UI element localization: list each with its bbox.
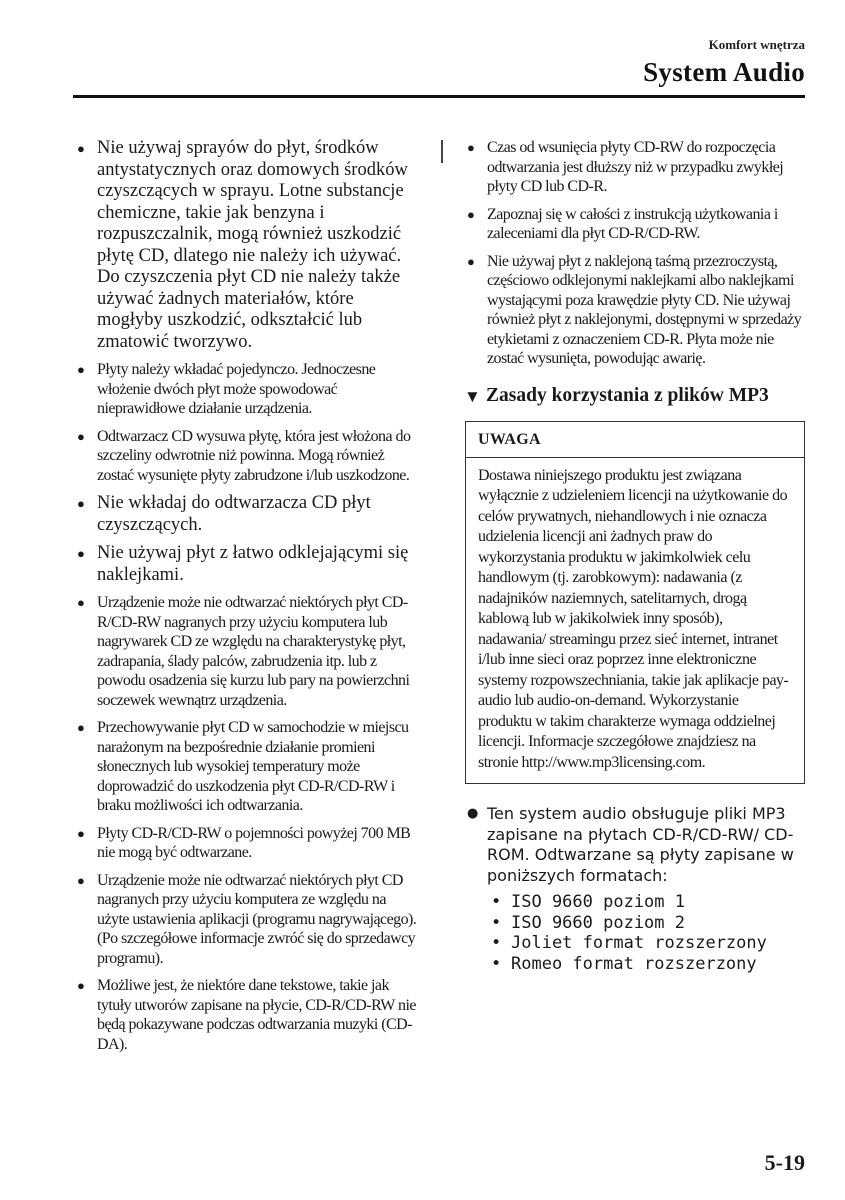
list-item [72, 976, 417, 1054]
page-title: System Audio [643, 57, 805, 87]
list-item-text: Przechowywanie płyt CD w samochodzie w miejscu narażonym na bezpośrednie działanie promieni słonecznych lub wysokiej temperatury może doprowadzić do uszkodzenia płyt CD-R/CD-RW i braku możliwości ich odtwarzania. [97, 719, 409, 814]
list-item-text: Urządzenie może nie odtwarzać niektórych płyt CD-R/CD-RW nagranych przy użyciu komputera lub nagrywarek CD ze względu na charakterystykę płyt, zadrapania, ślady palców, zabrudzenia itp. lub z powodu osadzenia się kurzu lub pary na powierzchni soczewek wewnątrz urządzenia. [97, 594, 410, 709]
page-number: 5-19 [764, 1150, 805, 1175]
list-item [72, 593, 417, 710]
triangle-marker-icon: ▼ [464, 386, 481, 406]
format-item [487, 954, 807, 975]
section-heading-text: Zasady korzystania z plików MP3 [486, 384, 769, 406]
bullet-icon: ● [467, 806, 479, 821]
mp3-support-text: Ten system audio obsługuje pliki MP3 zapisane na płytach CD-R/CD-RW/ CD-ROM. Odtwarzane są płyty zapisane w poniższych formatach: [487, 804, 794, 885]
bullet-icon: ● [77, 720, 85, 735]
bullet-icon: ● [77, 428, 85, 444]
small-bullet-icon: • [491, 933, 502, 953]
list-item [72, 493, 417, 536]
format-text: ISO 9660 poziom 1 [511, 892, 685, 912]
bullet-icon: ● [467, 253, 475, 269]
list-item-text: Płyty należy wkładać pojedynczo. Jednoczesne włożenie dwóch płyt może spowodować nieprawidłowe działanie urządzenia. [97, 361, 376, 417]
list-item [72, 824, 417, 863]
notice-body: Dostawa niniejszego produktu jest związana wyłącznie z udzieleniem licencji na użytkowanie do celów prywatnych, niehandlowych i nie oznacza udzielenia licencji ani żadnych praw do wykorzystania produktu w jakimkolwiek celu handlowym (tj. zarobkowym): nadawania (z nadajników naziemnych, satelitarnych, drogą kablową lub w jakikolwiek inny sposób), nadawania/ streamingu przez sieć internet, intranet i/lub inne sieci oraz poprzez inne elektroniczne systemy rozpowszechniania, takie jak aplikacje pay-audio lub audio-on-demand. Wykorzystanie produktu w takim charakterze wymaga oddzielnej licencji. Informacje szczegółowe znajdziesz na stronie http://www.mp3licensing.com. [478, 466, 789, 771]
small-bullet-icon: • [491, 953, 502, 974]
column-divider [441, 140, 443, 163]
list-item [72, 543, 417, 586]
list-item [72, 871, 417, 969]
bullet-icon: ● [77, 595, 85, 610]
small-bullet-icon: • [491, 912, 502, 933]
list-item-text: Nie używaj płyt z łatwo odklejającymi się naklejkami. [97, 543, 409, 585]
list-item-text: Nie używaj płyt z naklejoną taśmą przezroczystą, częściowo odklejonymi naklejkami albo naklejkami wystającymi poza krawędzie płyty CD. Nie używaj również płyt z naklejonymi, dostępnymi w sprzedaży etykietami z oznaczeniem CD-R. Płyta może nie zostać wysunięta, powodując awarię. [487, 252, 802, 367]
list-item-text: Nie wkładaj do odtwarzacza CD płyt czyszczących. [97, 493, 371, 535]
format-list [487, 892, 807, 974]
list-item-text: Odtwarzacz CD wysuwa płytę, która jest włożona do szczeliny odwrotnie niż powinna. Mogą również zostać wysunięte płyty zabrudzone i/lub uszkodzone. [97, 427, 411, 484]
bullet-icon: ● [467, 206, 475, 222]
list-item [462, 138, 807, 197]
format-item [487, 933, 807, 954]
bullet-icon: ● [77, 546, 85, 561]
list-item [72, 427, 417, 486]
list-item [72, 138, 417, 353]
left-column [72, 138, 417, 1062]
list-item [462, 205, 807, 244]
section-heading [462, 385, 807, 407]
list-item-text: Nie używaj sprayów do płyt, środków antystatycznych oraz domowych środków czyszczących w sprayu. Lotne substancje chemiczne, takie jak benzyna i rozpuszczalnik, mogą również uszkodzić płytę CD, dlatego nie należy ich używać. Do czyszczenia płyt CD nie należy także używać żadnych materiałów, które mogłyby uszkodzić, odkształcić lub zmatowić tworzywo. [97, 138, 408, 352]
bullet-icon: ● [77, 872, 85, 888]
right-column [462, 138, 807, 974]
header-section-label: Komfort wnętrza [708, 37, 805, 52]
list-item-text: Zapoznaj się w całości z instrukcją użytkowania i zaleceniami dla płyt CD-R/CD-RW. [487, 205, 778, 242]
bullet-icon: ● [77, 362, 85, 377]
small-bullet-icon: • [491, 892, 502, 912]
list-item [462, 252, 807, 369]
format-item [487, 913, 807, 934]
list-item [462, 804, 807, 974]
format-item [487, 892, 807, 913]
list-item-text: Urządzenie może nie odtwarzać niektórych płyt CD nagranych przy użyciu komputera ze względu na użyte ustawienia aplikacji (programu nagrywającego). (Po szczegółowe informacje zwróć się do sprzedawcy programu). [97, 871, 417, 967]
right-bullet-list [462, 138, 807, 369]
left-bullet-list [72, 138, 417, 1054]
list-item [72, 360, 417, 419]
notice-title: UWAGA [466, 422, 804, 458]
notice-box [465, 421, 805, 785]
header-rule [73, 95, 805, 98]
format-text: ISO 9660 poziom 2 [511, 912, 685, 933]
list-item-text: Płyty CD-R/CD-RW o pojemności powyżej 700 MB nie mogą być odtwarzane. [97, 824, 411, 861]
bullet-icon: ● [77, 978, 85, 993]
list-item [72, 718, 417, 816]
format-text: Joliet format rozszerzony [511, 933, 767, 953]
format-text: Romeo format rozszerzony [511, 953, 757, 974]
list-item-text: Czas od wsunięcia płyty CD-RW do rozpoczęcia odtwarzania jest dłuższy niż w przypadku zwykłej płyty CD lub CD-R. [487, 139, 784, 195]
bullet-icon: ● [77, 496, 85, 511]
bullet-icon: ● [77, 141, 85, 156]
bullet-icon: ● [467, 140, 475, 155]
list-item-text: Możliwe jest, że niektóre dane tekstowe, takie jak tytuły utworów zapisane na płycie, CD-R/CD-RW nie będą pokazywane podczas odtwarzania muzyki (CD-DA). [97, 977, 416, 1053]
bullet-icon: ● [77, 825, 85, 841]
mp3-support-list [462, 804, 807, 974]
